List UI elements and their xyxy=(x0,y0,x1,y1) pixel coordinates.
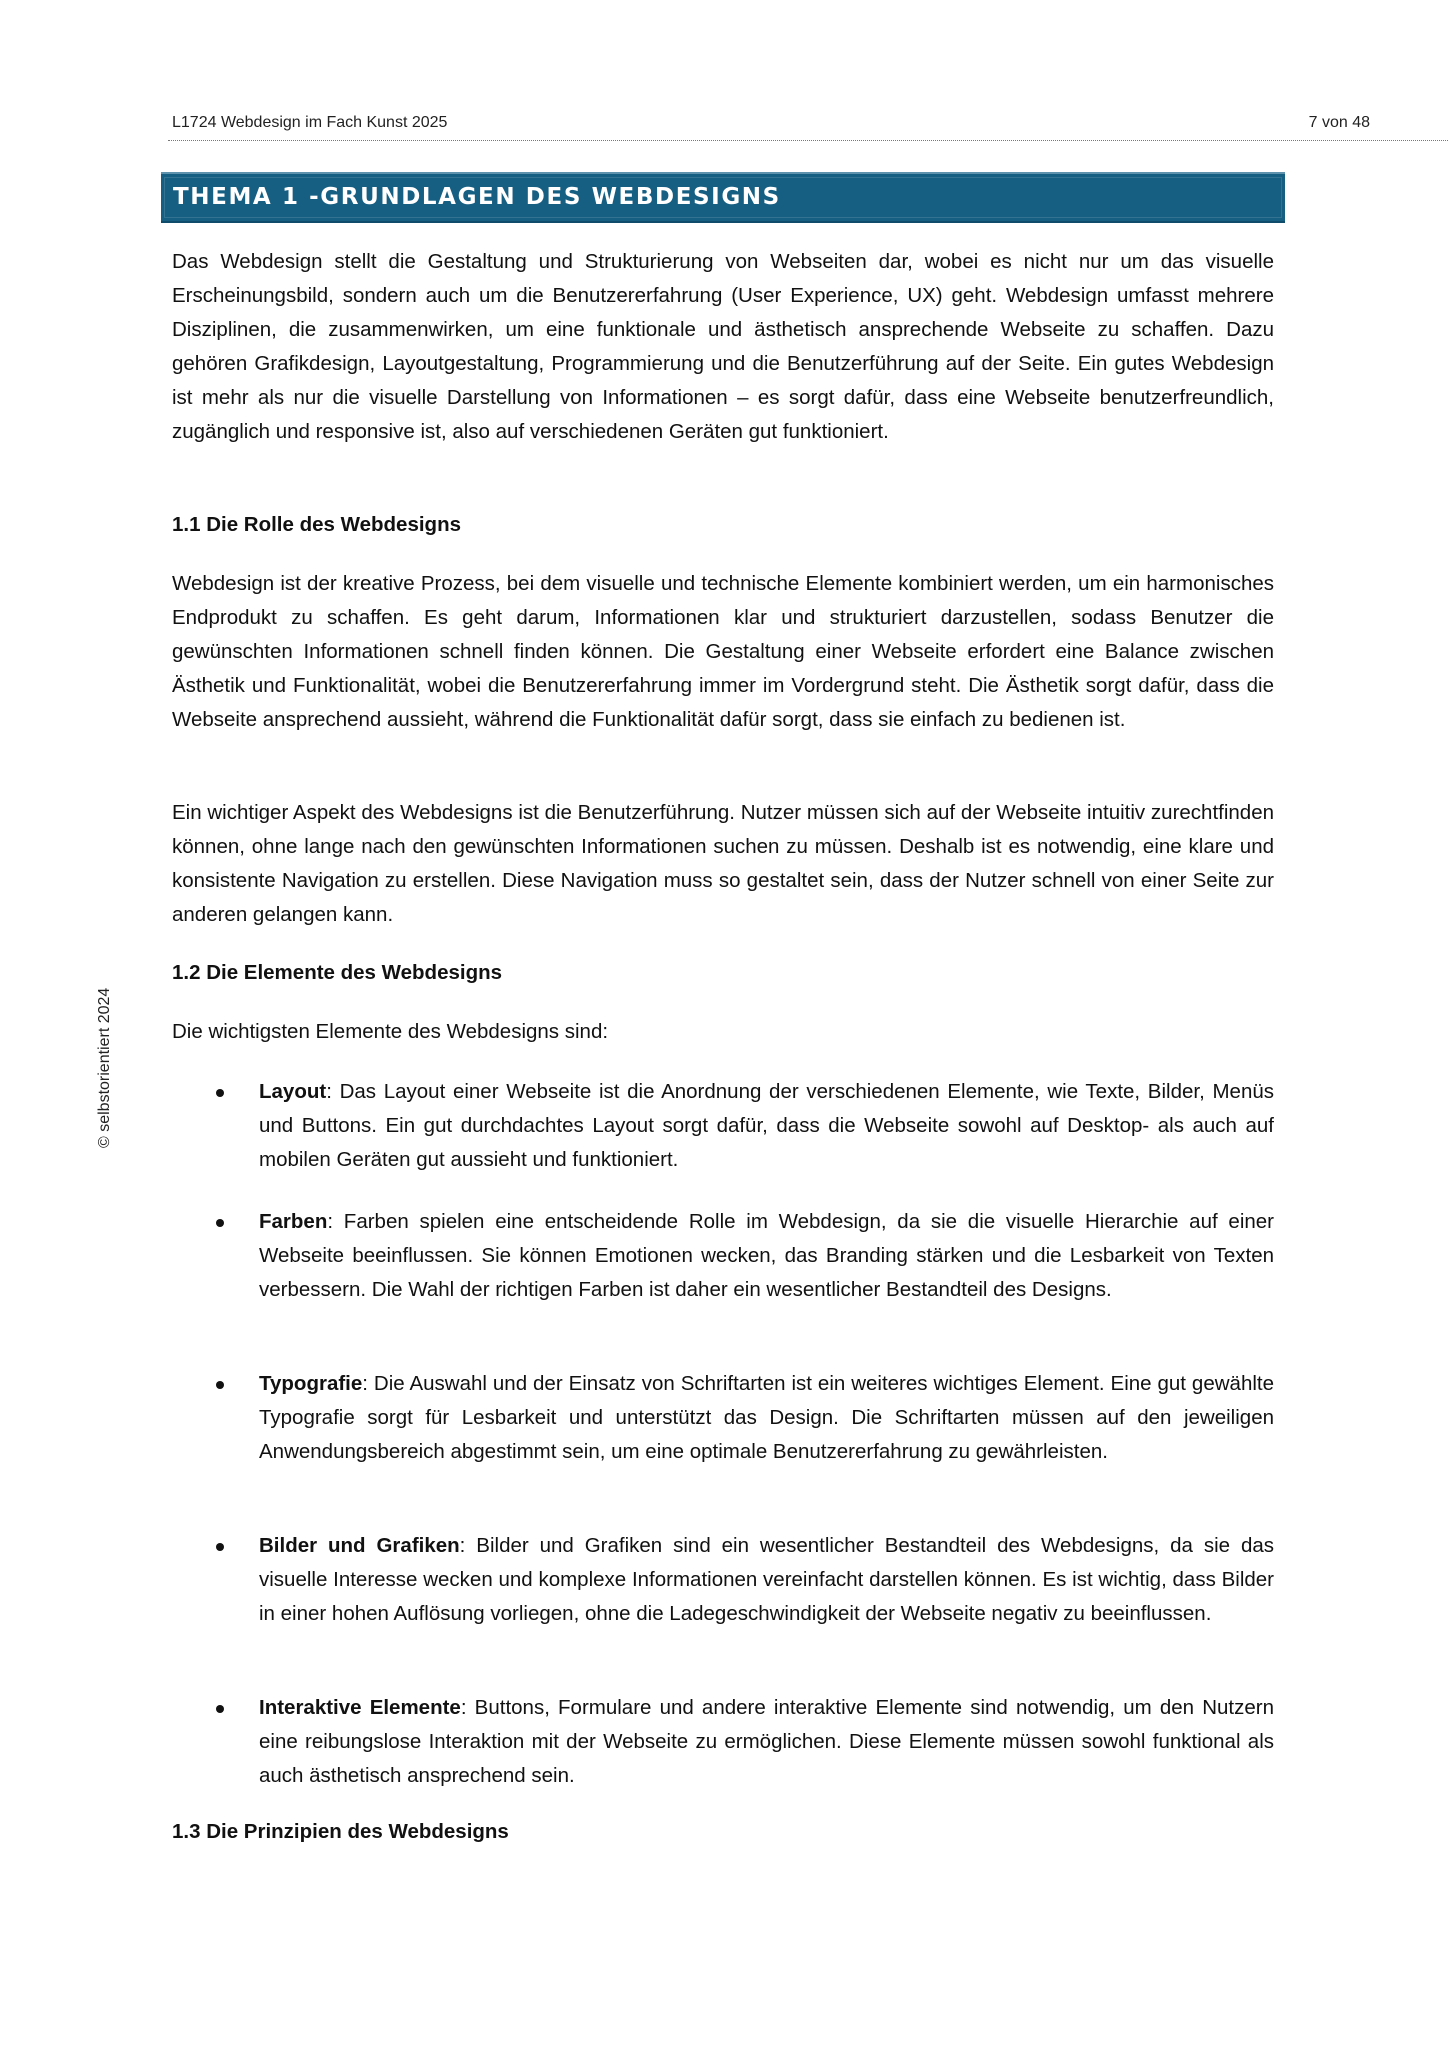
document-title: L1724 Webdesign im Fach Kunst 2025 xyxy=(172,114,448,131)
list-item-term: Layout xyxy=(259,1080,327,1103)
bullet-icon xyxy=(216,1089,224,1097)
bullet-icon xyxy=(216,1543,224,1551)
copyright-note: © selbstorientiert 2024 xyxy=(96,987,113,1148)
list-item-farben xyxy=(172,1205,1274,1307)
list-item-text: : Farben spielen eine entscheidende Rolle im Webdesign, da sie die visuelle Hierarchie auf einer Webseite beeinflussen. Sie können Emotionen wecken, das Branding stärken und die Lesbarkeit von Texten verbessern. Die Wahl der richtigen Farben ist daher ein wesentlicher Bestandteil des Designs. xyxy=(259,1210,1274,1301)
section-title-banner xyxy=(161,172,1285,223)
paragraph-role-1: Webdesign ist der kreative Prozess, bei dem visuelle und technische Elemente kombiniert werden, um ein harmonisches Endprodukt zu schaffen. Es geht darum, Informationen klar und strukturiert darzustellen, sodass Benutzer die gewünschten Informationen schnell finden können. Die Gestaltung einer Webseite erfordert eine Balance zwischen Ästhetik und Funktionalität, wobei die Benutzererfahrung immer im Vordergrund steht. Die Ästhetik sorgt dafür, dass die Webseite ansprechend aussieht, während die Funktionalität dafür sorgt, dass sie einfach zu bedienen ist. xyxy=(172,572,1274,731)
intro-paragraph: Das Webdesign stellt die Gestaltung und Strukturierung von Webseiten dar, wobei es nicht nur um das visuelle Erscheinungsbild, sondern auch um die Benutzererfahrung (User Experience, UX) geht. Webdesign umfasst mehrere Disziplinen, die zusammenwirken, um eine funktionale und ästhetisch ansprechende Webseite zu schaffen. Dazu gehören Grafikdesign, Layoutgestaltung, Programmierung und die Benutzerführung auf der Seite. Ein gutes Webdesign ist mehr als nur die visuelle Darstellung von Informationen – es sorgt dafür, dass eine Webseite benutzerfreundlich, zugänglich und responsive ist, also auf verschiedenen Geräten gut funktioniert. xyxy=(172,250,1274,443)
list-item-text: : Buttons, Formulare und andere interaktive Elemente sind notwendig, um den Nutzern eine reibungslose Interaktion mit der Webseite zu ermöglichen. Diese Elemente müssen sowohl funktional als auch ästhetisch ansprechend sein. xyxy=(259,1696,1274,1787)
list-item-layout xyxy=(172,1075,1274,1177)
subheading-1-2: 1.2 Die Elemente des Webdesigns xyxy=(172,961,503,984)
bullet-icon xyxy=(216,1381,224,1389)
list-item-typografie xyxy=(172,1367,1274,1469)
elements-intro: Die wichtigsten Elemente des Webdesigns sind: xyxy=(172,1020,609,1043)
page-header xyxy=(170,112,1370,138)
list-item-text: : Die Auswahl und der Einsatz von Schriftarten ist ein weiteres wichtiges Element. Eine gut gewählte Typografie sorgt für Lesbarkeit und unterstützt das Design. Die Schriftarten müssen auf den jeweiligen Anwendungsbereich abgestimmt sein, um eine optimale Benutzererfahrung zu gewährleisten. xyxy=(259,1372,1274,1463)
list-item-bilder xyxy=(172,1529,1274,1631)
list-item-term: Bilder und Grafiken xyxy=(259,1534,460,1557)
list-item-term: Farben xyxy=(259,1210,328,1233)
bullet-icon xyxy=(216,1219,224,1227)
subheading-1-3: 1.3 Die Prinzipien des Webdesigns xyxy=(172,1820,509,1843)
list-item-text: : Das Layout einer Webseite ist die Anordnung der verschiedenen Elemente, wie Texte, Bilder, Menüs und Buttons. Ein gut durchdachtes Layout sorgt dafür, dass die Webseite sowohl auf Desktop- als auch auf mobilen Geräten gut aussieht und funktioniert. xyxy=(259,1080,1274,1171)
paragraph-role-2: Ein wichtiger Aspekt des Webdesigns ist die Benutzerführung. Nutzer müssen sich auf der Webseite intuitiv zurechtfinden können, ohne lange nach den gewünschten Informationen suchen zu müssen. Deshalb ist es notwendig, eine klare und konsistente Navigation zu erstellen. Diese Navigation muss so gestaltet sein, dass der Nutzer schnell von einer Seite zur anderen gelangen kann. xyxy=(172,801,1274,926)
subheading-1-1: 1.1 Die Rolle des Webdesigns xyxy=(172,513,461,536)
list-item-text: : Bilder und Grafiken sind ein wesentlicher Bestandteil des Webdesigns, da sie das visuelle Interesse wecken und komplexe Informationen vereinfacht darstellen können. Es ist wichtig, dass Bilder in einer hohen Auflösung vorliegen, ohne die Ladegeschwindigkeit der Webseite negativ zu beeinflussen. xyxy=(259,1534,1274,1625)
list-item-term: Interaktive Elemente xyxy=(259,1696,461,1719)
list-item-interaktive-elemente xyxy=(172,1691,1274,1793)
bullet-icon xyxy=(216,1705,224,1713)
section-title: THEMA 1 -GRUNDLAGEN DES WEBDESIGNS xyxy=(173,184,781,210)
page-indicator: 7 von 48 xyxy=(1308,114,1370,131)
header-divider xyxy=(168,140,1448,141)
list-item-term: Typografie xyxy=(259,1372,363,1395)
